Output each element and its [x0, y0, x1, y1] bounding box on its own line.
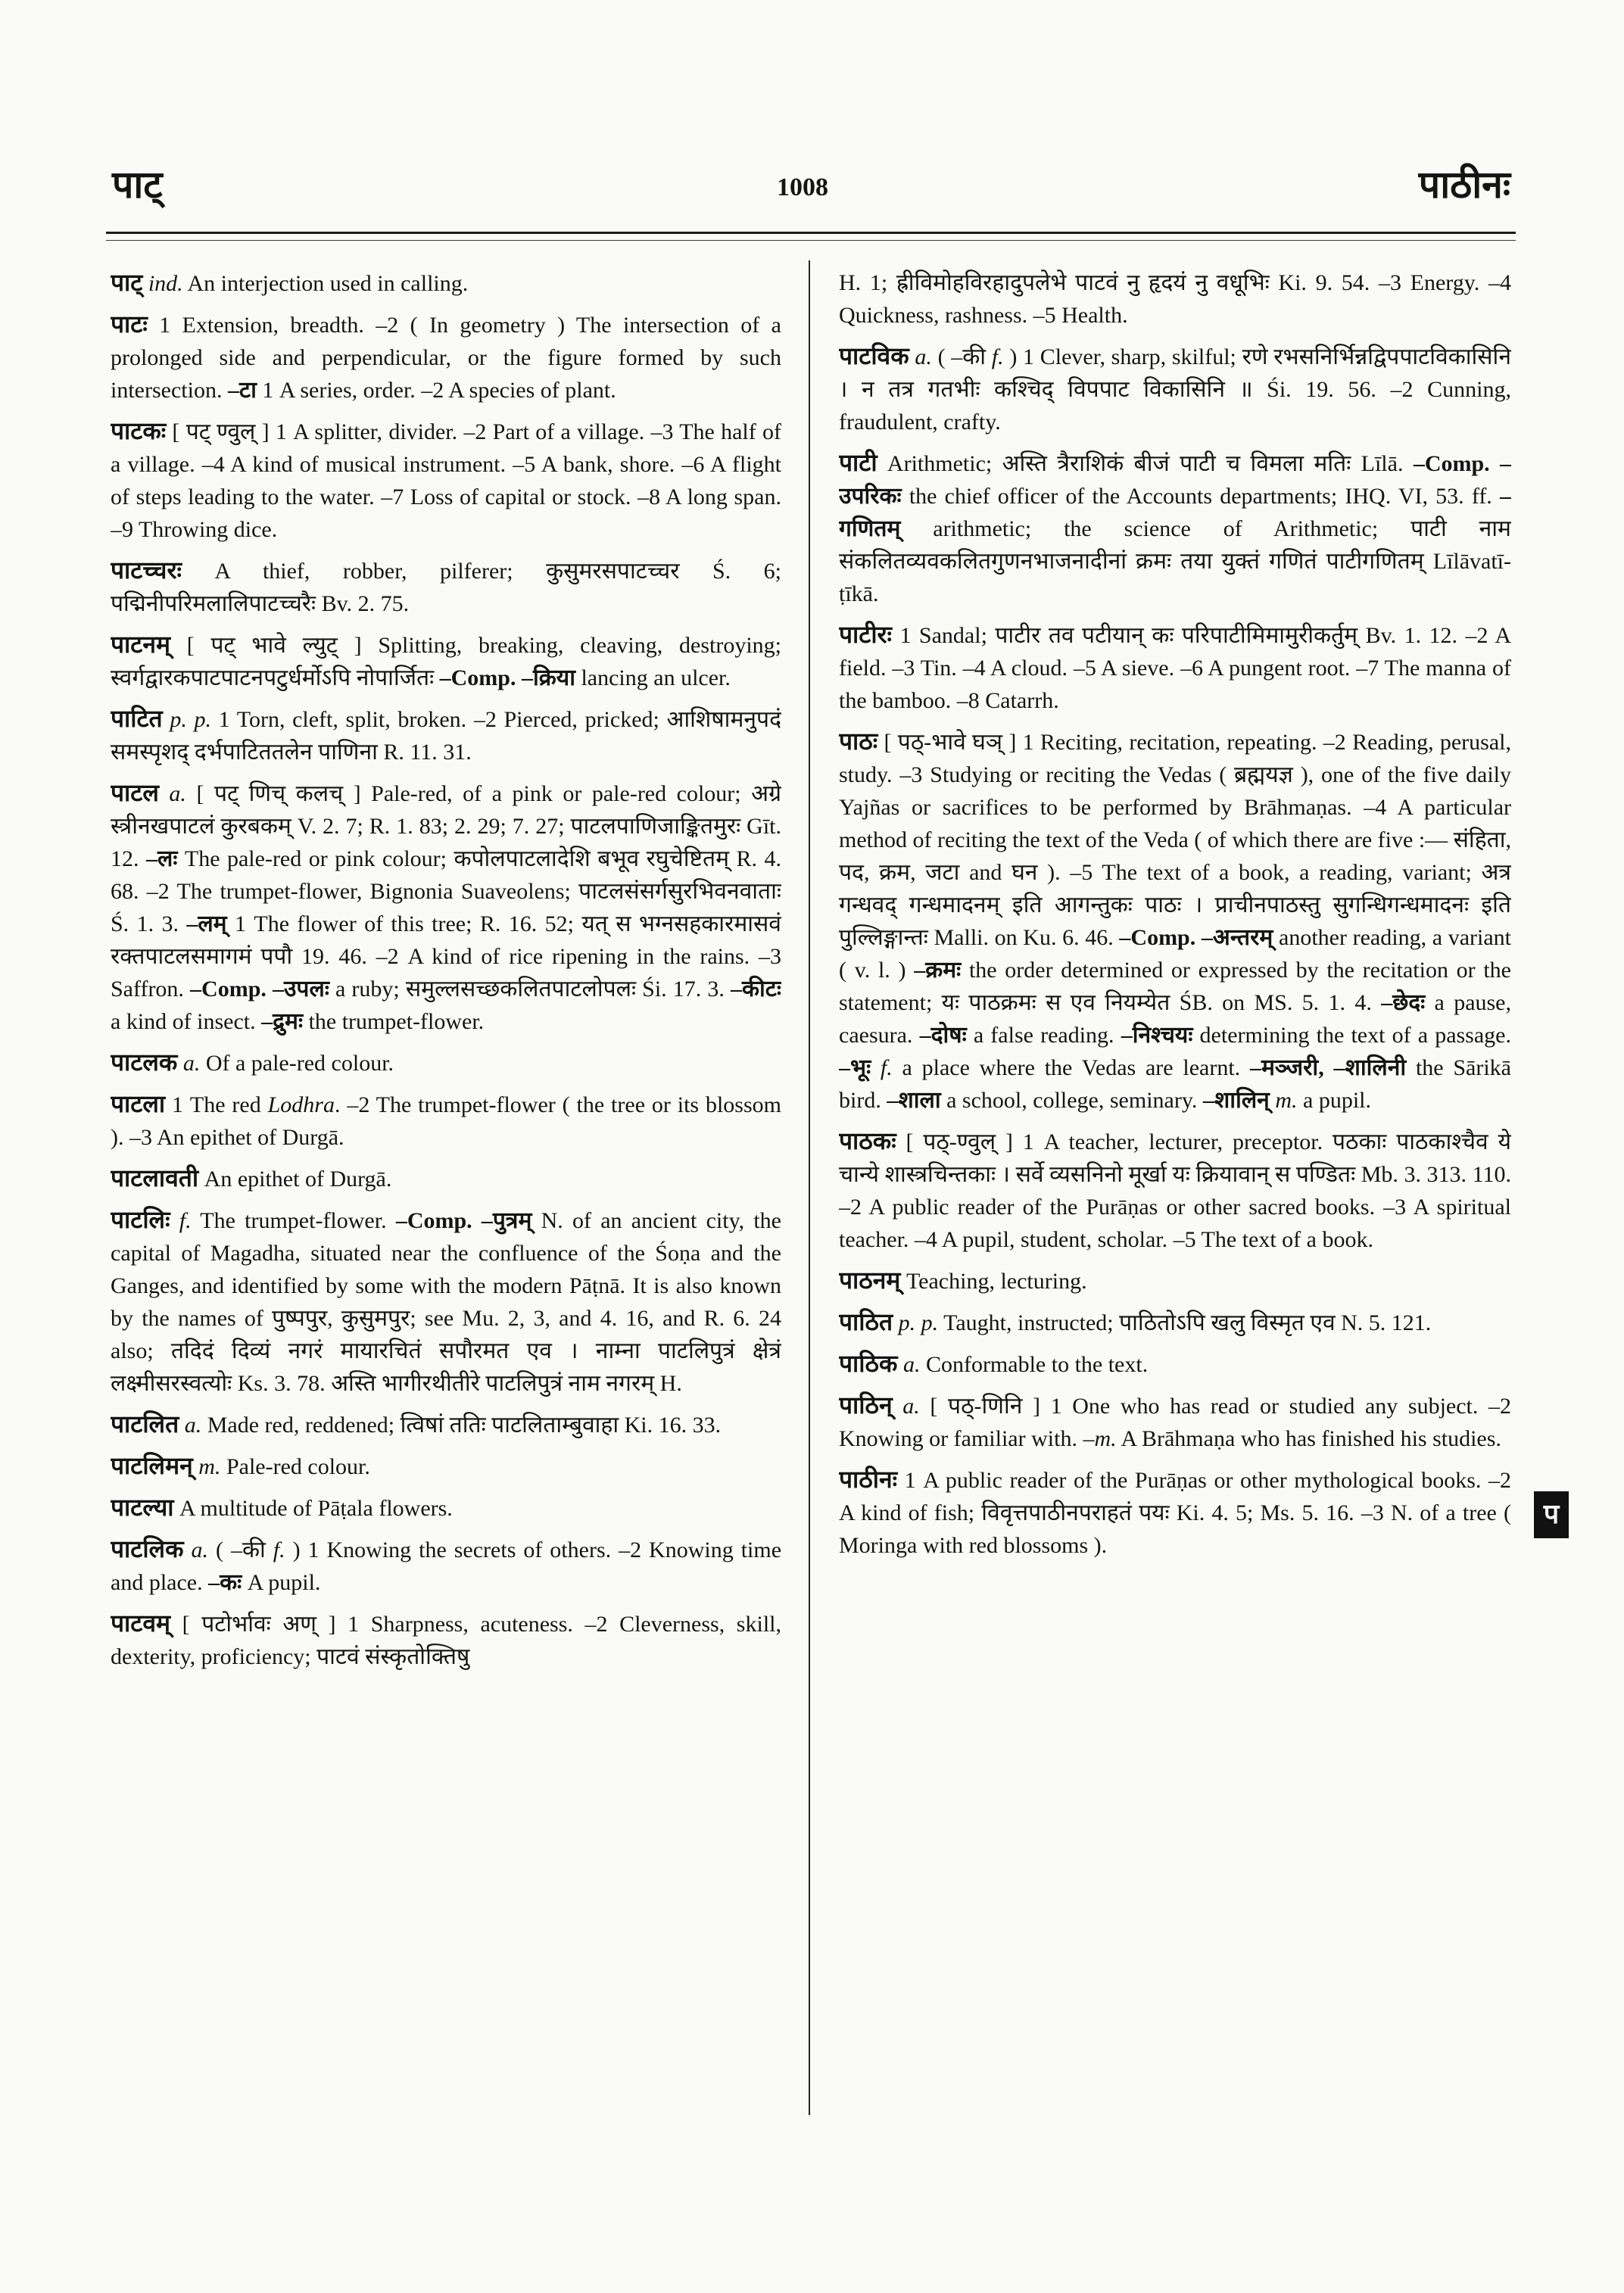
dictionary-entry [111, 1450, 781, 1483]
dictionary-entry [111, 777, 781, 1038]
italic-label: a. [158, 781, 186, 806]
entry-text: a kind of insect. [111, 1009, 262, 1034]
dictionary-entry [111, 415, 781, 546]
bold-term: –छेदः [1381, 990, 1426, 1015]
entry-text: [ पठ्-ण्वुल् ] 1 A teacher, lecturer, preceptor. पठकाः पाठकाश्चैव ये चान्ये शास्त्रचिन्तकाः । सर्वे व्यसनिनो मूर्खा यः क्रियावान् स पण्डितः Mb. 3. 313. 110. –2 A public reader of the Purāṇas or other sacred books. –3 A spiritual teacher. –4 A pupil, student, scholar. –5 The text of a book. [839, 1129, 1511, 1252]
bold-term: –Comp. –पुत्रम् [395, 1208, 532, 1233]
dictionary-entry [111, 1046, 781, 1080]
dictionary-entry [111, 1162, 781, 1195]
italic-label: a. [183, 1537, 209, 1562]
headword: पाटवम् [111, 1610, 171, 1637]
entry-text: lancing an ulcer. [575, 665, 731, 690]
entry-text: [ पट् भावे ल्युट् ] Splitting, breaking, cleaving, destroying; स्वर्गद्वारकपाटपाटनपटुर्धर्मोऽपि नोपार्जितः [111, 633, 781, 690]
italic-label: p. p. [893, 1310, 939, 1335]
entry-text: ( –की [208, 1537, 273, 1562]
entry-text: a school, college, seminary. [940, 1088, 1203, 1113]
bold-term: –क्रमः [914, 958, 962, 983]
bold-term: –निश्चयः [1121, 1023, 1193, 1048]
dictionary-entry [111, 1533, 781, 1599]
bold-term: –लम् [186, 911, 227, 936]
headword: पाटः [111, 311, 148, 338]
italic-label: –m. [1083, 1426, 1117, 1451]
entry-text: a pause, caesura. [839, 990, 1511, 1048]
entry-text: ) 1 Knowing the secrets of others. –2 Knowing time and place. [111, 1537, 781, 1595]
dictionary-entry [839, 1389, 1511, 1455]
entry-text: the chief officer of the Accounts departments; IHQ. VI, 53. ff. [901, 484, 1500, 509]
entry-text: a place where the Vedas are learnt. [892, 1055, 1250, 1080]
italic-label: ind. [142, 271, 183, 296]
italic-label: Lodhra [267, 1092, 335, 1117]
italic-label: f. [273, 1537, 285, 1562]
header-rule-thin [106, 240, 1516, 241]
bold-term: –Comp. –उपलः [190, 977, 329, 1002]
page-number: 1008 [777, 173, 828, 201]
headword: पाट् [111, 269, 143, 296]
entry-text: 1 A series, order. –2 A species of plant. [256, 378, 616, 403]
entry-text: 1 The red [165, 1092, 268, 1117]
headword: पाटनम् [111, 631, 170, 658]
headword: पाठः [839, 728, 878, 755]
italic-label: m. [192, 1454, 221, 1479]
italic-label: f. [871, 1055, 893, 1080]
entry-text: The trumpet-flower. [191, 1208, 396, 1233]
headword: पाटकः [111, 418, 167, 444]
bold-term: –टा [227, 378, 257, 403]
running-head-left: पाट् [112, 164, 163, 206]
headword: पाटलिमन् [111, 1453, 193, 1479]
headword: पाठीनः [839, 1466, 898, 1493]
entry-text: 1 A public reader of the Purāṇas or other mythological books. –2 A kind of fish; विवृत्तपाठीनपराहतं पयः Ki. 4. 5; Ms. 5. 16. –3 N. of a tree ( Moringa with red blossoms ). [839, 1468, 1511, 1558]
dictionary-entry [111, 308, 781, 407]
entry-text: An epithet of Durgā. [198, 1167, 392, 1192]
headword: पाटविक [839, 343, 909, 369]
headword: पाठिन् [839, 1392, 893, 1419]
headword: पाठकः [839, 1128, 896, 1154]
dictionary-entry [839, 340, 1511, 438]
headword: पाटी [839, 450, 877, 476]
right-column [839, 266, 1511, 2265]
headword: पाटित [111, 706, 163, 732]
entry-text: A multitude of Pāṭala flowers. [173, 1496, 453, 1521]
headword: पाटल्या [111, 1494, 174, 1521]
header-rule [106, 232, 1516, 234]
bold-term: –कीटः [731, 977, 781, 1002]
entry-text: a false reading. [966, 1023, 1121, 1048]
column-divider [809, 260, 810, 2115]
headword: पाटीरः [839, 622, 892, 648]
headword: पाटच्चरः [111, 557, 182, 584]
bold-term: –गणितम् [839, 484, 1511, 541]
bold-term: –शालिन् [1202, 1088, 1270, 1113]
italic-label: a. [909, 344, 932, 369]
entry-continuation [839, 266, 1511, 332]
entry-text: ) 1 Clever, sharp, skilful; रणे रभसनिर्भिन्नद्विपपाटविकासिनि । न तत्र गतभीः कश्चिद् विपपाट विकासिनि ॥ Śi. 19. 56. –2 Cunning, fraudulent, crafty. [839, 344, 1511, 435]
dictionary-entry [111, 266, 781, 300]
headword: पाटलिक [111, 1536, 184, 1562]
entry-text: [ पट् णिच् कलच् ] Pale-red, of a pink or pale-red colour; अग्रे स्त्रीनखपाटलं कुरबकम् V. 2. 7; R. 1. 83; 2. 29; 7. 27; पाटलपाणिजाङ्कितमुरः Gīt. 12. [111, 781, 781, 871]
headword: पाटलित [111, 1411, 179, 1438]
thumb-index-tab[interactable]: प [1534, 1491, 1569, 1538]
dictionary-entry [839, 1264, 1511, 1298]
bold-term: –Comp. –उपरिकः [839, 451, 1511, 509]
entry-text: Of a pale-red colour. [200, 1051, 394, 1076]
headword: पाटलक [111, 1049, 178, 1076]
entry-text: [ पठ्-भावे घञ् ] 1 Reciting, recitation, repeating. –2 Reading, perusal, study. –3 Studying or reciting the Vedas ( ब्रह्मयज्ञ ), one of the five daily Yajñas or sacrifices to be performed by Brāhmaṇas. –4 A particular method of reciting the text of the Veda ( of which there are five :— संहिता, पद, क्रम, जटा and घन ). –5 The text of a book, a reading, variant; अत्र गन्धवद् गन्धमादनम् इति आगन्तुकः पाठः । प्राचीनपाठस्तु सुगन्धिगन्धमादनः इति पुल्लिङ्गान्तः Malli. on Ku. 6. 46. [839, 730, 1511, 950]
bold-term: –लः [145, 846, 178, 871]
headword: पाठित [839, 1309, 893, 1335]
dictionary-entry [111, 1607, 781, 1673]
dictionary-entry [111, 1491, 781, 1525]
entry-text: A pupil. [242, 1570, 321, 1595]
bold-term: –Comp. –अन्तरम् [1119, 925, 1273, 950]
entry-text: another reading, a variant ( v. l. ) [839, 925, 1511, 983]
headword: पाटला [111, 1091, 166, 1117]
entry-text: the order determined or expressed by the recitation or the statement; यः पाठक्रमः स एव नियम्येत ŚB. on MS. 5. 1. 4. [839, 958, 1511, 1015]
dictionary-entry [111, 1088, 781, 1154]
entry-text: arithmetic; the science of Arithmetic; पाटी नाम संकलितव्यवकलितगुणनभाजनादीनां क्रमः तया युक्तं गणितं पाटीगणितम् Līlāvatī-ṭīkā. [839, 516, 1511, 606]
italic-label: a. [892, 1394, 920, 1419]
dictionary-entry [839, 1347, 1511, 1381]
italic-label: f. [991, 344, 1004, 369]
entry-text: a pupil. [1297, 1088, 1371, 1113]
left-column [111, 266, 781, 2265]
headword: पाठिक [839, 1351, 898, 1377]
entry-text: A thief, robber, pilferer; कुसुमरसपाटच्चर Ś. 6; पद्मिनीपरिमलालिपाटच्चरैः Bv. 2. 75. [111, 559, 781, 616]
italic-label: p. p. [162, 707, 211, 732]
entry-text: H. 1; ह्रीविमोहविरहादुपलेभे पाटवं नु हृदयं नु वधूभिः Ki. 9. 54. –3 Energy. –4 Quickness, rashness. –5 Health. [839, 270, 1511, 328]
dictionary-entry [839, 447, 1511, 610]
dictionary-entry [111, 628, 781, 694]
entry-text: Arithmetic; अस्ति त्रैराशिकं बीजं पाटी च विमला मतिः Līlā. [877, 451, 1414, 476]
italic-label: a. [179, 1413, 202, 1438]
headword: पाटलावती [111, 1165, 199, 1192]
entry-text: 1 The flower of this tree; R. 16. 52; यत् स भग्नसहकारमासवं रक्तपाटलसमागमं पपौ 19. 46. –2 A kind of rice ripening in the rains. –3 Saffron. [111, 911, 781, 1002]
entry-text: a ruby; समुल्लसच्छकलितपाटलोपलः Śi. 17. 3. [329, 977, 731, 1002]
entry-text: Conformable to the text. [920, 1352, 1149, 1377]
bold-term: –शाला [887, 1088, 941, 1113]
italic-label: a. [177, 1051, 201, 1076]
entry-text: The pale-red or pink colour; कपोलपाटलादेशि बभूव रघुचेष्टितम् R. 4. 68. –2 The trumpet-flower, Bignonia Suaveolens; पाटलसंसर्गसुरभिवनवाताः Ś. 1. 3. [111, 846, 781, 936]
entry-text: the trumpet-flower. [303, 1009, 485, 1034]
italic-label: f. [170, 1208, 192, 1233]
dictionary-entry [839, 1125, 1511, 1256]
bold-term: –दोषः [919, 1023, 967, 1048]
entry-text: [ पटोर्भावः अण् ] 1 Sharpness, acuteness. –2 Cleverness, skill, dexterity, proficiency; पाटवं संस्कृतोक्तिषु [111, 1612, 781, 1669]
entry-text: . –2 The trumpet-flower ( the tree or its blossom ). –3 An epithet of Durgā. [111, 1092, 781, 1150]
entry-text: [ पठ्-णिनि ] 1 One who has read or studied any subject. –2 Knowing or familiar with. [839, 1394, 1511, 1451]
entry-text: 1 Torn, cleft, split, broken. –2 Pierced, pricked; आशिषामनुपदं समस्पृशद् दर्भपाटिततलेन पाणिना R. 11. 31. [111, 707, 781, 765]
entry-text: Teaching, lecturing. [900, 1269, 1087, 1294]
entry-text: ( –की [931, 344, 992, 369]
italic-label: a. [897, 1352, 921, 1377]
dictionary-entry [839, 1306, 1511, 1339]
entry-text: Taught, instructed; पाठितोऽपि खलु विस्मृत एव N. 5. 121. [938, 1310, 1432, 1335]
entry-text: An interjection used in calling. [182, 271, 469, 296]
entry-text: determining the text of a passage. [1192, 1023, 1511, 1048]
entry-text: 1 Extension, breadth. –2 ( In geometry ) The intersection of a prolonged side and perpendicular, or the figure formed by such intersection. [111, 313, 781, 403]
entry-text: 1 Sandal; पाटीर तव पटीयान् कः परिपाटीमिमामुरीकर्तुम् Bv. 1. 12. –2 A field. –3 Tin. –4 A cloud. –5 A sieve. –6 A pungent root. –7 The manna of the bamboo. –8 Catarrh. [839, 623, 1511, 713]
entry-text: [ पट् ण्वुल् ] 1 A splitter, divider. –2 Part of a village. –3 The half of a village. –4 A kind of musical instrument. –5 A bank, shore. –6 A flight of steps leading to the water. –7 Loss of capital or stock. –8 A long span. –9 Throwing dice. [111, 419, 781, 542]
entry-text: Made red, reddened; त्विषां ततिः पाटलिताम्बुवाहा Ki. 16. 33. [201, 1413, 722, 1438]
dictionary-entry [839, 618, 1511, 717]
dictionary-entry [111, 554, 781, 620]
dictionary-entry [839, 725, 1511, 1117]
entry-text: the Sārikā bird. [839, 1055, 1511, 1113]
bold-term: –मञ्जरी, –शालिनी [1249, 1055, 1407, 1080]
headword: पाटल [111, 780, 159, 806]
italic-label: m. [1269, 1088, 1298, 1113]
bold-term: –कः [208, 1570, 242, 1595]
entry-text: Pale-red colour. [220, 1454, 370, 1479]
dictionary-entry [111, 703, 781, 768]
headword: पाटलिः [111, 1207, 170, 1233]
dictionary-entry [111, 1204, 781, 1400]
bold-term: –भूः [839, 1055, 871, 1080]
bold-term: –द्रुमः [261, 1009, 304, 1034]
dictionary-entry [111, 1408, 781, 1441]
entry-text: A Brāhmaṇa who has finished his studies. [1116, 1426, 1501, 1451]
running-head-right: पाठीनः [1418, 164, 1510, 206]
entry-text: N. of an ancient city, the capital of Magadha, situated near the confluence of the Śoṇa and the Ganges, and identified by some with the modern Pāṭnā. It is also known by the names of पुष्पपुर, कुसुमपुर; see Mu. 2, 3, and 4. 16, and R. 6. 24 also; तदिदं दिव्यं नगरं मायारचितं सपौरमत एव । नाम्ना पाटलिपुत्रं क्षेत्रं लक्ष्मीसरस्वत्योः Ks. 3. 78. अस्ति भागीरथीतीरे पाटलिपुत्रं नाम नगरम् H. [111, 1208, 781, 1396]
bold-term: –Comp. –क्रिया [439, 665, 575, 690]
headword: पाठनम् [839, 1267, 901, 1294]
dictionary-entry [839, 1463, 1511, 1562]
